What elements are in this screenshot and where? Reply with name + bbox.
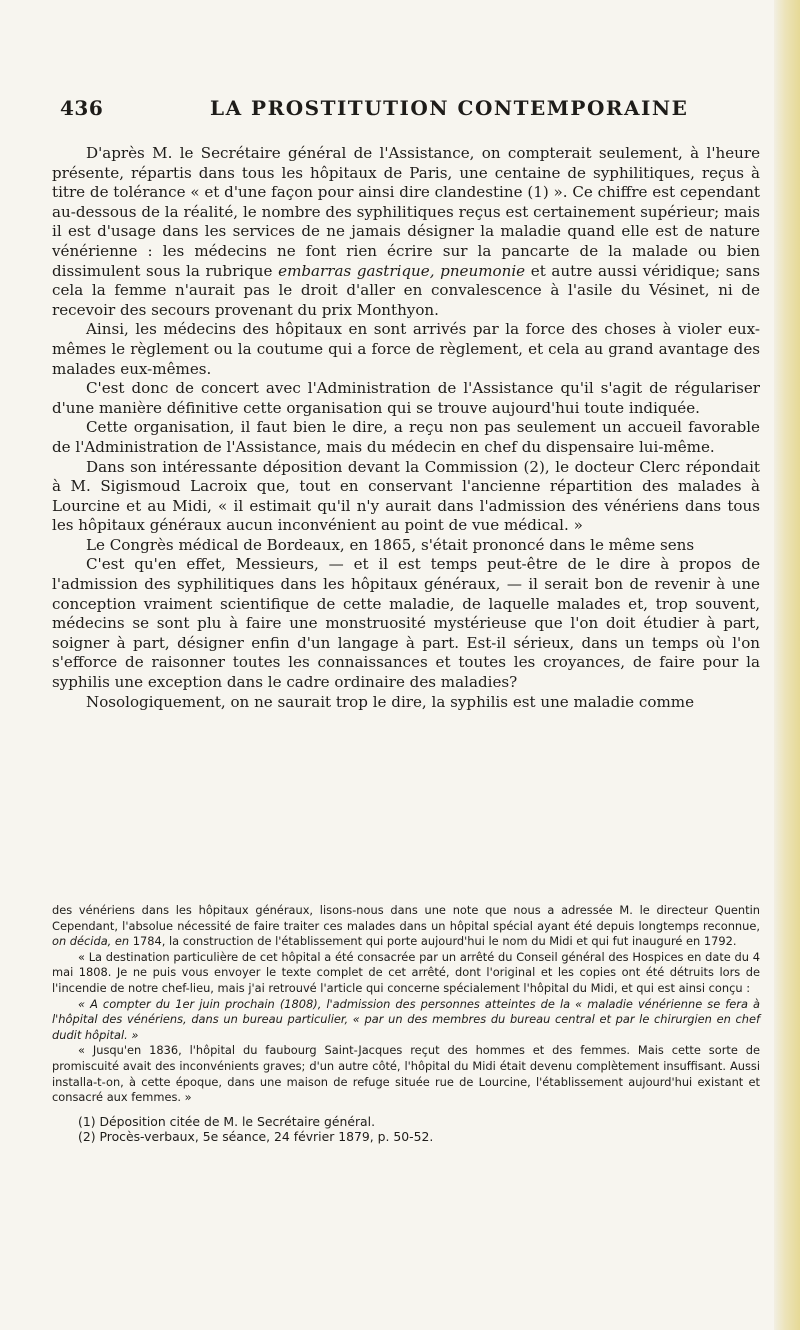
emphasis: on décida, en [52,934,130,949]
paragraph: Cette organisation, il faut bien le dire, a reçu non pas seulement un accueil favorable de l'Administration de l'Assistance, mais du médecin en chef du dispensaire lui-même. [52,418,760,456]
paragraph: C'est qu'en effet, Messieurs, — et il est temps peut-être de le dire à propos de l'admission des syphilitiques dans les hôpitaux généraux, — il serait bon de revenir à une conception vraiment scientifique de cette maladie, de laquelle malades et, trop souvent, médecins se sont plu à faire une monstruosité mystérieuse que l'on doit étudier à part, soigner à part, désigner enfin d'un langage à part. Est-il sérieux, dans un temps où l'on s'efforce de raisonner toutes les connaissances et toutes les croyances, de faire pour la syphilis une exception dans le cadre ordinaire des maladies? [52,555,760,692]
paragraph: Dans son intéressante déposition devant la Commission (2), le docteur Clerc répondait à M. Sigismoud Lacroix que, tout en conservant l'ancienne répartition des malades à Lourcine et au Midi, « il estimait qu'il n'y aurait dans l'admission des vénériens dans tous les hôpitaux généraux aucun inconvénient au point de vue médical. » [52,457,760,535]
footnote-2: (2) Procès-verbaux, 5e séance, 24 février 1879, p. 50-52. [78,1129,434,1145]
page-header [60,94,760,124]
paragraph: C'est donc de concert avec l'Administration de l'Assistance qu'il s'agit de régulariser d'une manière définitive cette organisation qui se trouve aujourd'hui toute indiquée. [52,379,760,417]
paragraph: Ainsi, les médecins des hôpitaux en sont arrivés par la force des choses à violer eux-mêmes le règlement ou la coutume qui a force de règlement, et cela au grand avantage des malades eux-mêmes. [52,320,760,378]
running-title: LA PROSTITUTION CONTEMPORAINE [210,96,689,120]
paragraph: Nosologiquement, on ne saurait trop le dire, la syphilis est une maladie comme [86,692,694,711]
emphasis: embarras gastrique, pneumonie [278,261,526,280]
note-quote [52,997,760,1044]
note-text: des vénériens dans les hôpitaux généraux, lisons-nous dans une note que nous a adressée M. le directeur Quentin Cependant, l'absolue nécessité de faire traiter ces malades dans un hôpital spécial ayant été depuis longtemps reconnue, [52,903,760,933]
note-paragraph: « Jusqu'en 1836, l'hôpital du faubourg Saint-Jacques reçut des hommes et des femmes. Mais cette sorte de promiscuité avait des inconvénients graves; d'un autre côté, l'hôpital du Midi était devenu complètement insuffisant. Aussi installa-t-on, à cette époque, dans une maison de refuge située rue de Lourcine, l'établissement aujourd'hui existant et consacré aux femmes. » [52,1043,760,1105]
footnote-1: (1) Déposition citée de M. le Secrétaire général. [78,1113,376,1129]
paragraph-text: et autre aussi véridique; sans cela la femme n'aurait pas le droit d'aller en convalescence à l'asile du Vésinet, ni de recevoir des secours provenant du prix Monthyon. [52,261,760,319]
quote-text: « A compter du 1er juin prochain (1808), l'admission des personnes atteintes de la « maladie vénérienne se fera à l'hôpital des vénériens, dans un bureau particulier, « par un des membres du bureau central et par le chirurgien en chef dudit hôpital. » [52,996,760,1042]
page-edge [774,0,800,1330]
paragraph-text: D'après M. le Secrétaire général de l'Assistance, on compterait seulement, à l'heure présente, répartis dans tous les hôpitaux de Paris, une centaine de syphilitiques, reçus à titre de tolérance « et d'une façon pour ainsi dire clandestine (1) ». Ce chiffre est cependant au-dessous de la réalité, le nombre des syphilitiques reçus est certainement supérieur; mais il est d'usage dans les services de ne jamais désigner la maladie quand elle est de nature vénérienne : les médecins ne font rien écrire sur la pancarte de la malade ou bien dissimulent sous la rubrique [52,144,760,280]
footnotes [52,903,760,1145]
note-continuation [52,903,760,950]
page-number: 436 [60,96,104,120]
note-paragraph: « La destination particulière de cet hôpital a été consacrée par un arrêté du Conseil général des Hospices en date du 4 mai 1808. Je ne puis vous envoyer le texte complet de cet arrêté, dont l'original et les copies ont été détruits lors de l'incendie de notre chef-lieu, mais j'ai retrouvé l'article qui concerne spécialement l'hôpital du Midi, et qui est ainsi conçu : [52,949,760,995]
main-text [52,144,760,712]
note-text: 1784, la construction de l'établissement qui porte aujourd'hui le nom du Midi et qui fut inauguré en 1792. [132,934,737,949]
paragraph [52,144,760,320]
paragraph: Le Congrès médical de Bordeaux, en 1865, s'était prononcé dans le même sens [86,535,695,554]
